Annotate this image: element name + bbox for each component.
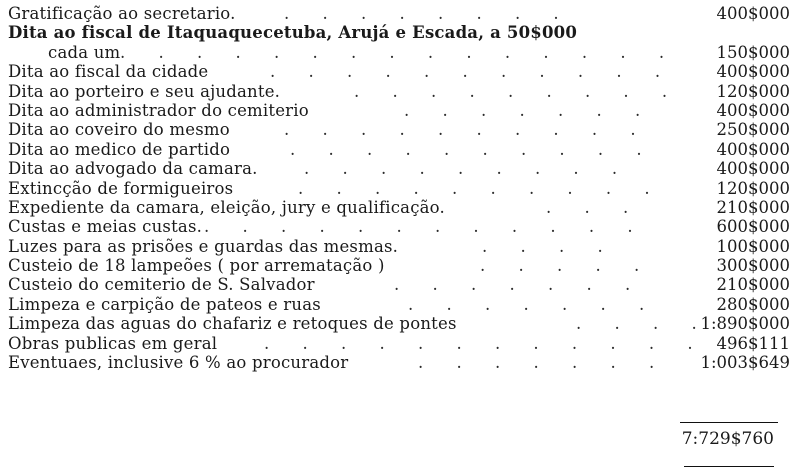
- expense-row: [8, 275, 790, 294]
- expense-row: [8, 295, 790, 314]
- leader-dots: . . . . . . . . . .: [298, 178, 664, 198]
- expense-value: 280$000: [716, 294, 790, 314]
- grand-total: 7:729$760: [681, 429, 774, 449]
- expense-value: 400$000: [716, 100, 790, 120]
- expense-row: [8, 353, 790, 372]
- leader-dots: . . . . . . . . . .: [290, 139, 656, 159]
- expense-value: 300$000: [716, 256, 790, 276]
- expense-value: 250$000: [716, 120, 790, 140]
- expense-description: Dita ao medico de partido: [8, 139, 231, 159]
- expense-description: Eventuaes, inclusive 6 % ao procurador: [8, 353, 349, 373]
- expense-row: [8, 62, 790, 81]
- leader-dots: . . . . . . . .: [284, 4, 573, 23]
- expense-description: Expediente da camara, eleição, jury e qualificação.: [8, 197, 445, 217]
- expense-row: [8, 4, 790, 23]
- expense-description: Gratificação ao secretario.: [8, 4, 236, 23]
- expense-description: Dita ao porteiro e seu ajudante.: [8, 81, 281, 101]
- expense-value: 210$000: [716, 197, 790, 217]
- expense-description: Custeio do cemiterio de S. Salvador: [8, 275, 315, 295]
- leader-dots: . . . . . . . . . . . .: [264, 333, 707, 353]
- leader-dots: . . . . . . . . . . .: [270, 62, 675, 82]
- leader-dots: . . . . . . . . . . . .: [204, 217, 647, 237]
- expense-description: Limpeza das aguas do chafariz e retoques de pontes: [8, 314, 457, 334]
- leader-dots: . . . .: [482, 236, 617, 256]
- expense-row: [8, 237, 790, 256]
- leader-dots: . . . . . . . . . .: [284, 120, 650, 140]
- expense-value: 400$000: [716, 159, 790, 179]
- leader-dots: . . . .: [576, 314, 711, 334]
- expense-value: 400$000: [716, 62, 790, 82]
- leader-dots: . . . . . . . . .: [304, 159, 632, 179]
- expense-value: 120$000: [716, 178, 790, 198]
- expense-row: [8, 159, 790, 178]
- expense-description: Custas e meias custas.: [8, 217, 203, 237]
- expense-row: [8, 314, 790, 333]
- leader-dots: . . . . . . . . .: [354, 81, 682, 101]
- expense-row: [8, 198, 790, 217]
- expense-description: Limpeza e carpição de pateos e ruas: [8, 294, 321, 314]
- expense-row: [8, 120, 790, 139]
- expense-row: [8, 256, 790, 275]
- expense-value: 210$000: [716, 275, 790, 295]
- expense-description: Dita ao administrador do cemiterio: [8, 100, 309, 120]
- expense-description: Dita ao fiscal da cidade: [8, 62, 209, 82]
- expense-value: 496$111: [716, 333, 790, 353]
- expense-value: 400$000: [716, 139, 790, 159]
- leader-dots: . . . . . . . . . . . . . . .: [120, 42, 679, 62]
- expense-value: 120$000: [716, 81, 790, 101]
- expense-row: [8, 334, 790, 353]
- expense-value: 1:890$000: [700, 314, 790, 334]
- expense-description: cada um: [48, 42, 121, 62]
- expense-description: Dita ao coveiro do mesmo: [8, 120, 230, 140]
- leader-dots: . . . . . . .: [408, 294, 659, 314]
- expense-document: [8, 4, 790, 372]
- leader-dots: . . . . . . .: [394, 275, 645, 295]
- expense-description: Obras publicas em geral: [8, 333, 218, 353]
- expense-row: [8, 43, 790, 62]
- leader-dots: . . . . . . .: [418, 353, 669, 373]
- expense-row: [8, 101, 790, 120]
- sum-rule: [680, 422, 778, 423]
- expense-row: [8, 23, 790, 42]
- expense-value: 400$000: [716, 4, 790, 23]
- expense-description: Luzes para as prisões e guardas das mesmas.: [8, 236, 399, 256]
- double-rule: [684, 466, 774, 467]
- expense-value: 150$000: [716, 42, 790, 62]
- expense-value: 100$000: [716, 236, 790, 256]
- expense-row: [8, 140, 790, 159]
- expense-description: Extincção de formigueiros: [8, 178, 234, 198]
- leader-dots: . . . . .: [480, 256, 654, 276]
- leader-dots: . . .: [546, 197, 643, 217]
- expense-row: [8, 82, 790, 101]
- expense-description: Dita ao fiscal de Itaquaquecetuba, Arujá e Escada, a 50$000: [8, 23, 578, 43]
- leader-dots: . . . . . . .: [404, 100, 655, 120]
- expense-value: 600$000: [716, 217, 790, 237]
- expense-row: [8, 217, 790, 236]
- expense-row: [8, 179, 790, 198]
- expense-description: Custeio de 18 lampeões ( por arrematação ): [8, 256, 385, 276]
- expense-description: Dita ao advogado da camara.: [8, 159, 258, 179]
- expense-value: 1:003$649: [700, 353, 790, 373]
